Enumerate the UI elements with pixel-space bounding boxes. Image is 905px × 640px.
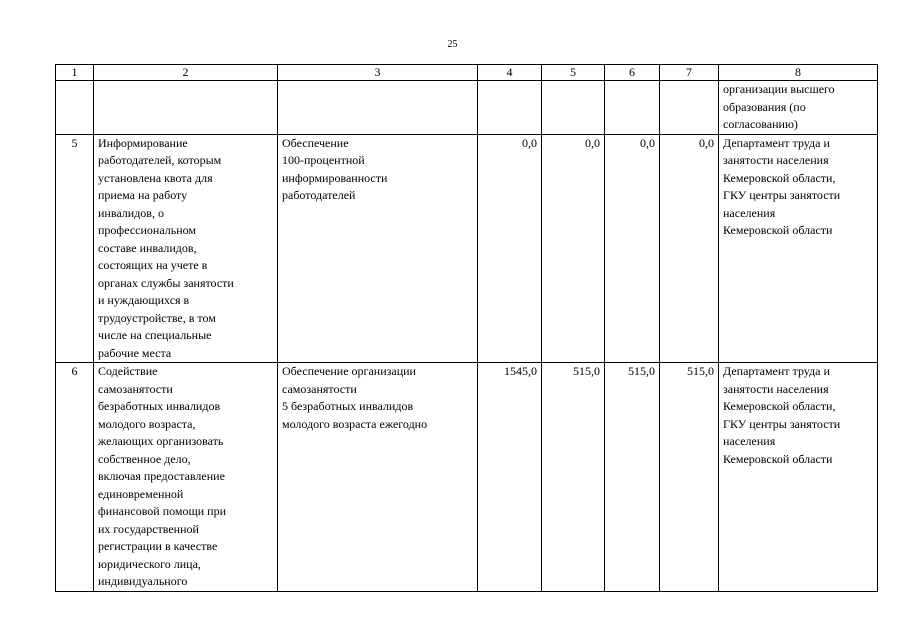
cell-empty xyxy=(278,81,478,135)
header-row xyxy=(56,65,878,81)
cell-line: Обеспечение xyxy=(282,135,349,150)
col-header-3: 3 xyxy=(278,65,478,81)
cell-line: ГКУ центры занятости xyxy=(723,416,841,431)
col-header-5: 5 xyxy=(542,65,605,81)
table-row-continuation xyxy=(56,81,878,135)
cell-line: инвалидов, о xyxy=(98,205,164,220)
cell-line: Кемеровской области xyxy=(723,451,833,466)
cell-line: образования (по xyxy=(723,99,806,114)
cell-line: рабочие места xyxy=(98,345,172,360)
cell-line: 100-процентной xyxy=(282,153,365,167)
cell-line: индивидуального xyxy=(98,574,188,588)
cell-line: Обеспечение организации xyxy=(282,364,416,378)
cell-line: трудоустройстве, в том xyxy=(98,310,216,325)
col-header-1: 1 xyxy=(56,65,94,81)
cell-empty xyxy=(478,81,542,135)
cell-line: регистрации в качестве xyxy=(98,539,218,553)
cell-value-total: 0,0 xyxy=(478,134,542,363)
cell-executor xyxy=(719,134,878,363)
cell-line: 5 безработных инвалидов xyxy=(282,399,414,413)
cell-empty xyxy=(660,81,719,135)
page-number: 25 xyxy=(447,39,458,50)
cell-line: населения xyxy=(723,205,776,220)
col-header-2: 2 xyxy=(94,65,278,81)
cell-value-year3: 0,0 xyxy=(660,134,719,363)
cell-result xyxy=(278,134,478,363)
cell-empty xyxy=(94,81,278,135)
cell-row-number: 6 xyxy=(56,363,94,592)
cell-line: работодателей, которым xyxy=(98,153,222,167)
col-header-6: 6 xyxy=(605,65,660,81)
cell-line: Департамент труда и xyxy=(723,135,830,150)
cell-line: самозанятости xyxy=(282,381,357,396)
cell-executor-continuation xyxy=(719,81,878,135)
cell-activity xyxy=(94,363,278,592)
cell-line: собственное дело, xyxy=(98,451,191,466)
cell-line: Кемеровской области xyxy=(723,223,833,237)
cell-value-year2: 0,0 xyxy=(605,134,660,363)
cell-line: работодателей xyxy=(282,188,356,202)
cell-value-year2: 515,0 xyxy=(605,363,660,592)
cell-line: молодого возраста, xyxy=(98,416,196,431)
cell-line: Содействие xyxy=(98,364,158,378)
cell-executor xyxy=(719,363,878,592)
cell-line: состоящих на учете в xyxy=(98,258,208,272)
col-header-4: 4 xyxy=(478,65,542,81)
cell-value-total: 1545,0 xyxy=(478,363,542,592)
cell-empty xyxy=(605,81,660,135)
col-header-7: 7 xyxy=(660,65,719,81)
cell-line: установлена квота для xyxy=(98,170,213,185)
cell-line: приема на работу xyxy=(98,188,188,202)
cell-line: Кемеровской области, xyxy=(723,399,836,413)
cell-line: занятости населения xyxy=(723,153,829,167)
cell-line: организации высшего xyxy=(723,82,835,96)
cell-row-number: 5 xyxy=(56,134,94,363)
cell-line: Департамент труда и xyxy=(723,364,830,378)
cell-line: их государственной xyxy=(98,521,199,536)
cell-value-year1: 0,0 xyxy=(542,134,605,363)
cell-line: безработных инвалидов xyxy=(98,399,221,413)
cell-line: молодого возраста ежегодно xyxy=(282,416,428,431)
cell-line: информированности xyxy=(282,170,388,185)
program-table xyxy=(55,64,878,592)
cell-result xyxy=(278,363,478,592)
cell-line: ГКУ центры занятости xyxy=(723,188,841,202)
cell-line: Кемеровской области, xyxy=(723,170,836,185)
cell-line: самозанятости xyxy=(98,381,173,396)
cell-line: Информирование xyxy=(98,135,188,150)
cell-line: согласованию) xyxy=(723,117,798,131)
cell-line: органах службы занятости xyxy=(98,275,234,290)
cell-empty xyxy=(56,81,94,135)
col-header-8: 8 xyxy=(719,65,878,81)
cell-line: финансовой помощи при xyxy=(98,504,226,518)
cell-line: и нуждающихся в xyxy=(98,293,190,307)
cell-line: составе инвалидов, xyxy=(98,240,197,255)
cell-line: желающих организовать xyxy=(98,434,224,448)
table-row xyxy=(56,363,878,592)
cell-empty xyxy=(542,81,605,135)
cell-line: занятости населения xyxy=(723,381,829,396)
cell-line: единовременной xyxy=(98,486,184,501)
cell-line: юридического лица, xyxy=(98,556,201,571)
cell-line: профессиональном xyxy=(98,223,196,237)
cell-value-year3: 515,0 xyxy=(660,363,719,592)
cell-line: населения xyxy=(723,434,776,448)
table-row xyxy=(56,134,878,363)
cell-line: числе на специальные xyxy=(98,328,212,342)
cell-line: включая предоставление xyxy=(98,469,225,483)
cell-value-year1: 515,0 xyxy=(542,363,605,592)
cell-activity xyxy=(94,134,278,363)
